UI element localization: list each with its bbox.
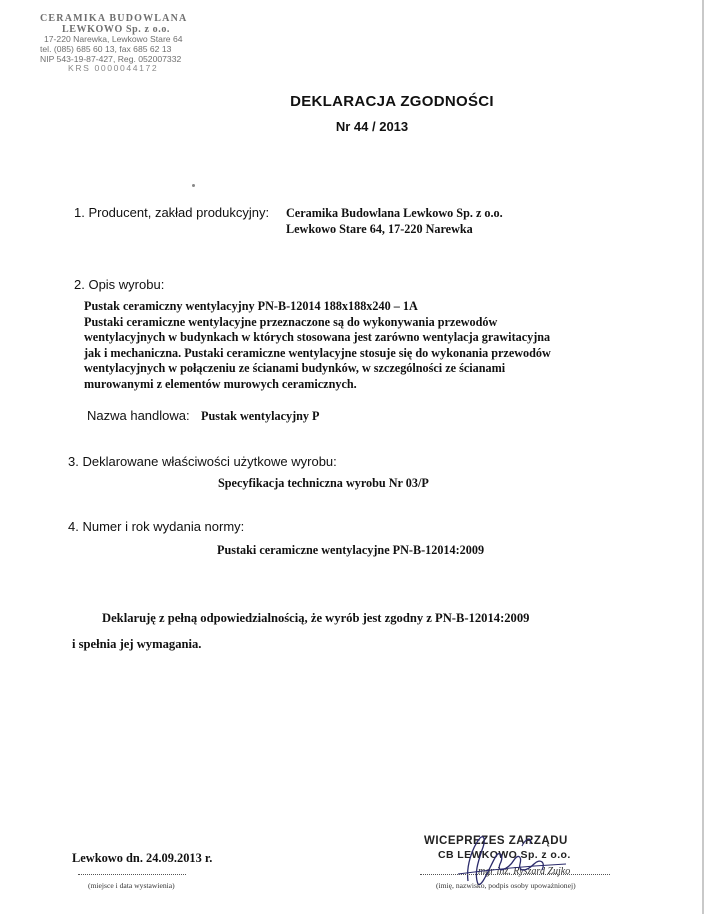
signature-caption: (imię, nazwisko, podpis osoby upoważnionej): [436, 881, 576, 890]
stamp-company-form: LEWKOWO Sp. z o.o.: [62, 24, 171, 36]
description-line: jak i mechaniczna. Pustaki ceramiczne wentylacyjne stosuje się do wykonania przewodów: [84, 345, 551, 360]
place-and-date: Lewkowo dn. 24.09.2013 r.: [72, 851, 213, 865]
section-3-label: 3. Deklarowane właściwości użytkowe wyrobu:: [68, 454, 337, 469]
document-number: Nr 44 / 2013: [335, 119, 409, 134]
product-description: [84, 299, 624, 393]
stamp-phone: tel. (085) 685 60 13, fax 685 62 13: [40, 44, 172, 54]
stamp-company-name: CERAMIKA BUDOWLANA: [40, 13, 188, 24]
place-date-dotted-line: [78, 874, 186, 875]
signatory-name: mgr inż. Ryszard Zujko: [478, 866, 571, 877]
trade-name-value: Pustak wentylacyjny P: [201, 409, 320, 423]
section-4-label: 4. Numer i rok wydania normy:: [68, 519, 245, 534]
stamp-address: 17-220 Narewka, Lewkowo Stare 64: [44, 34, 183, 45]
section-2-label: 2. Opis wyrobu:: [74, 277, 165, 292]
description-line: Pustaki ceramiczne wentylacyjne przeznaczone są do wykonywania przewodów: [84, 314, 498, 329]
trade-name-label: Nazwa handlowa:: [87, 408, 190, 423]
declaration-line-1: Deklaruję z pełną odpowiedzialnością, że wyrób jest zgodny z PN-B-12014:2009: [102, 611, 530, 625]
place-date-caption: (miejsce i data wystawienia): [88, 881, 175, 890]
signatory-position: WICEPREZES ZARZĄDU: [424, 835, 568, 847]
description-line: wentylacyjnych w połączeniu ze ścianami budynków, w szczególności ze ścianami: [84, 361, 506, 376]
signature-dotted-line: [420, 874, 610, 875]
stamp-krs: KRS 0000044172: [68, 63, 159, 74]
producer-address: Lewkowo Stare 64, 17-220 Narewka: [286, 222, 473, 236]
conformity-declaration: [72, 605, 632, 657]
stamp-nip-regon: NIP 543-19-87-427, Reg. 052007332: [40, 53, 182, 64]
description-line: Pustak ceramiczny wentylacyjny PN-B-12014 188x188x240 – 1A: [84, 299, 418, 313]
declaration-line-2: i spełnia jej wymagania.: [72, 637, 202, 651]
standard-value: Pustaki ceramiczne wentylacyjne PN-B-12014:2009: [217, 543, 485, 557]
specification-value: Specyfikacja techniczna wyrobu Nr 03/P: [218, 476, 429, 490]
scan-speck: [192, 184, 195, 187]
document-title: DEKLARACJA ZGODNOŚCI: [290, 93, 494, 110]
description-line: wentylacyjnych w budynkach w których stosowana jest zarówno wentylacja grawitacyjna: [84, 330, 551, 345]
company-stamp: [40, 13, 187, 74]
producer-name: Ceramika Budowlana Lewkowo Sp. z o.o.: [286, 206, 503, 220]
signatory-company: CB LEWKOWO Sp. z o.o.: [438, 849, 571, 861]
section-1-label: 1. Producent, zakład produkcyjny:: [74, 205, 270, 220]
description-line: murowanymi z elementów murowych ceramicznych.: [84, 376, 357, 391]
